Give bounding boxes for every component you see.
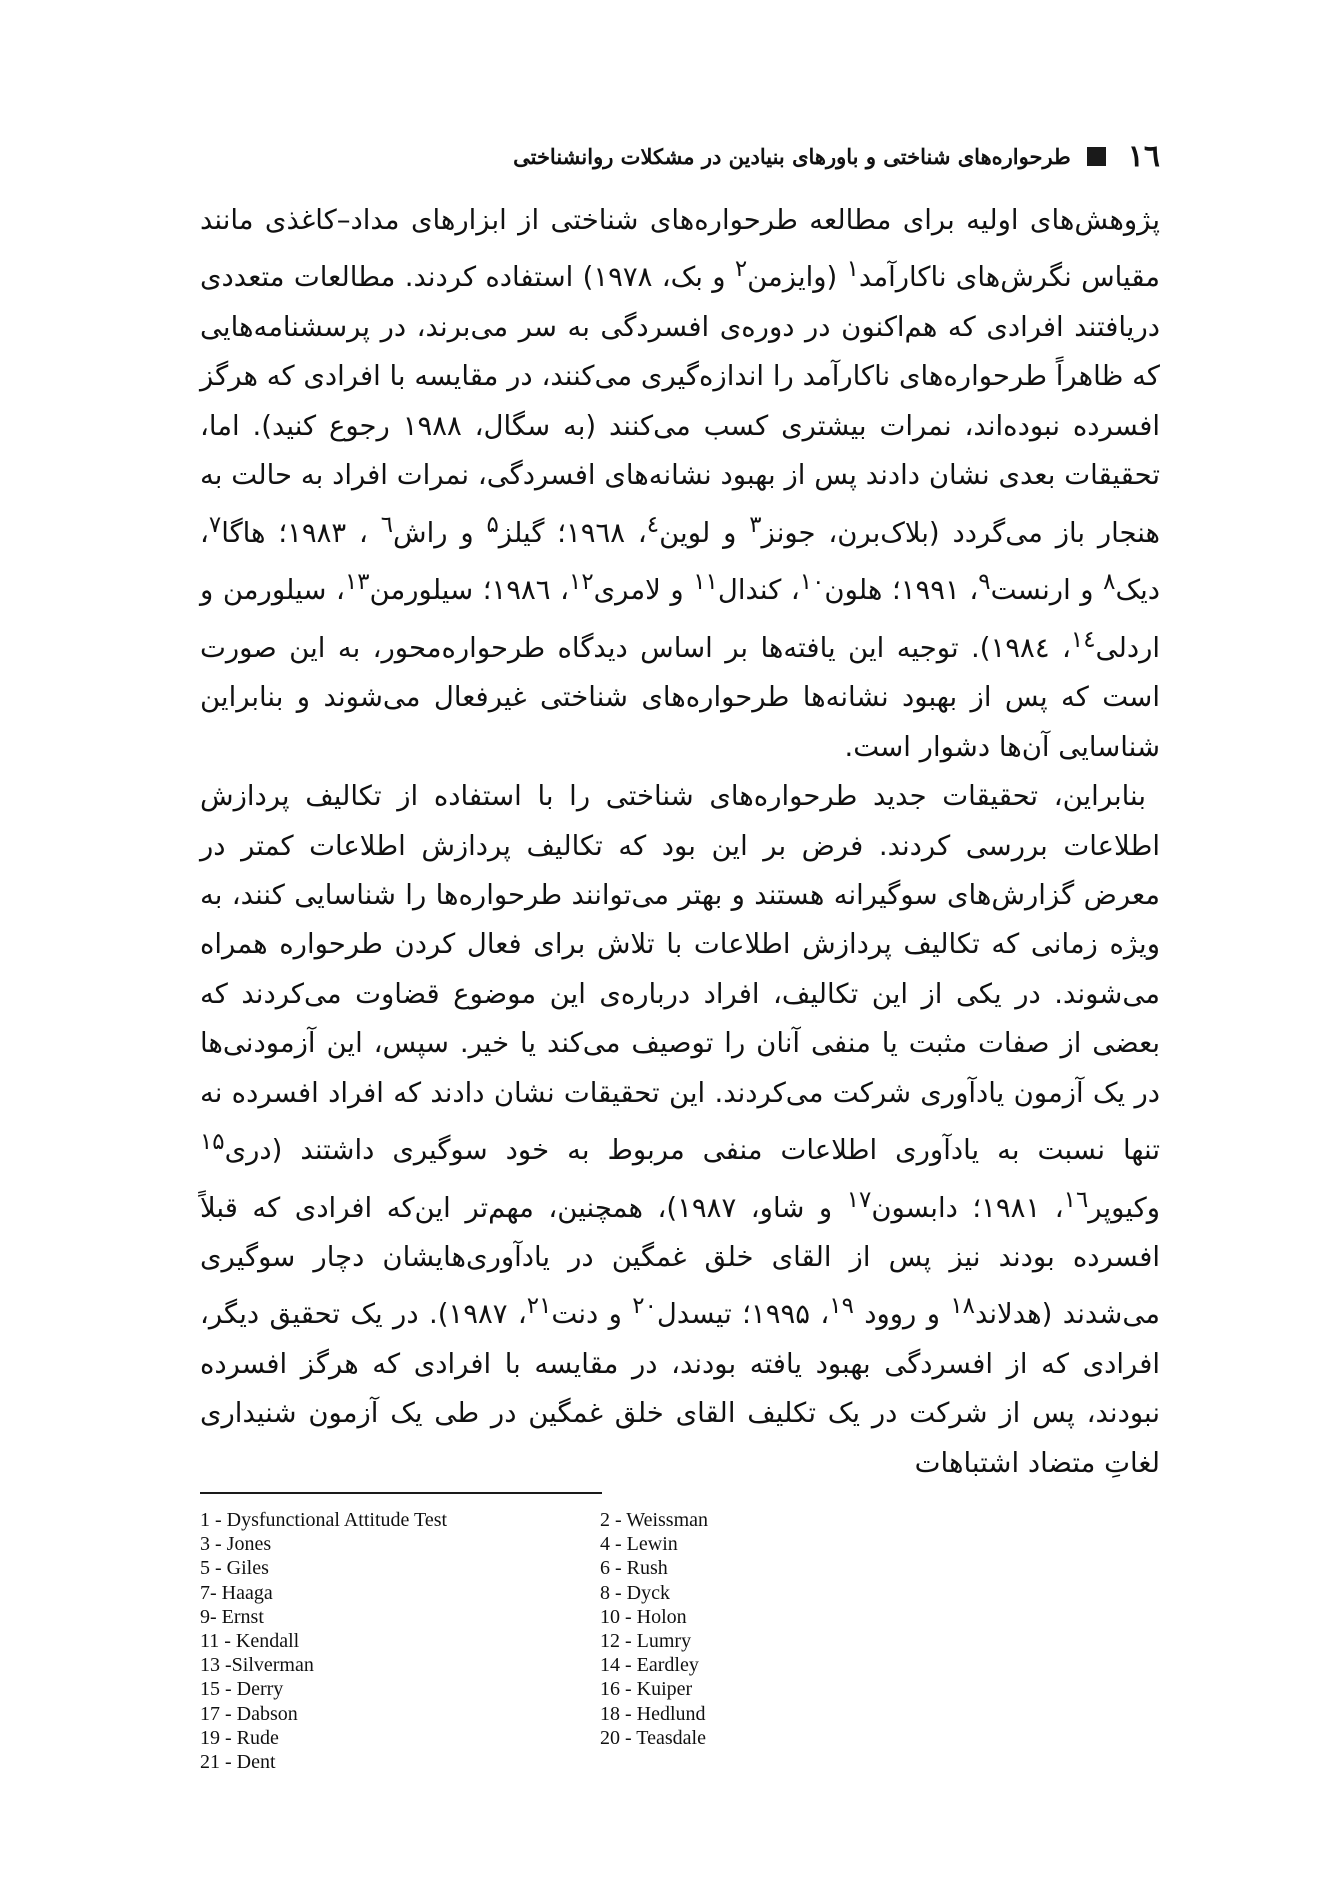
paragraph-2: بنابراین، تحقیقات جدید طرحواره‌های شناختی را با استفاده از تکالیف پردازش اطلاعات بررسی کردند. فرض بر این بود که تکالیف پردازش اطلاعات کمتر در معرض گزارش‌های سوگیرانه هستند و بهتر می‌توانند طرحواره‌ها را شناسایی کنند، به ویژه زمانی که تکالیف پردازش اطلاعات با تلاش برای فعال کردن طرحواره همراه می‌شوند. در یکی از این تکالیف، افراد درباره‌ی این موضوع قضاوت می‌کردند که بعضی از صفات مثبت یا منفی آنان را توصیف می‌کند یا خیر. سپس، این آزمودنی‌ها در یک آزمون یادآوری شرکت می‌کردند. این تحقیقات نشان دادند که افراد افسرده نه تنها نسبت به یادآوری اطلاعات منفی مربوط به خود سوگیری داشتند (دری$^{۱۵}$ وکیوپر$^{۱٦}$، ۱۹۸۱؛ دابسون$^{۱۷}$ و شاو، ۱۹۸۷)، همچنین، مهم‌تر این‌که افرادی که قبلاً افسرده بودند نیز پس از القای خلق غمگین در یادآوری‌هایشان دچار سوگیری می‌شدند (هدلاند$^{۱۸}$ و روود $^{۱۹}$، ۱۹۹۵؛ تیسدل$^{۲۰}$ و دنت$^{۲۱}$، ۱۹۸۷). در یک تحقیق دیگر، افرادی که از افسردگی بهبود یافته بودند، در مقایسه با افرادی که هرگز افسرده نبودند، پس از شرکت در یک تکلیف القای خلق غمگین در طی یک آزمون شنیداری لغاتِ متضاد اشتباهات (200, 780, 1160, 1479)
footnote-item: 19 - Rude (200, 1726, 279, 1749)
footnote-item: 14 - Eardley (600, 1654, 699, 1677)
page-number: ۱٦ (1127, 138, 1160, 174)
body-text (200, 196, 1160, 1488)
footnote-separator (200, 1492, 602, 1494)
footnote-item: 12 - Lumry (600, 1630, 692, 1653)
footnote-item: 7- Haaga (200, 1581, 273, 1604)
page-header (200, 136, 1160, 176)
footnote-item: 5 - Giles (200, 1557, 269, 1580)
footnote-item: 15 - Derry (200, 1678, 284, 1701)
square-bullet-icon (1087, 147, 1106, 166)
footnote-item: 20 - Teasdale (600, 1726, 706, 1749)
footnote-item: 8 - Dyck (600, 1581, 670, 1604)
footnote-item: 4 - Lewin (600, 1533, 678, 1556)
footnote-item: 17 - Dabson (200, 1702, 298, 1725)
footnote-item: 2 - Weissman (600, 1509, 709, 1531)
footnote-item: 16 - Kuiper (600, 1678, 693, 1701)
footnotes (200, 1508, 760, 1774)
footnote-item: 1 - Dysfunctional Attitude Test (200, 1509, 448, 1531)
footnote-item: 13 -Silverman (200, 1654, 314, 1677)
footnote-item: 9- Ernst (200, 1605, 264, 1628)
running-title: طرحواره‌های شناختی و باورهای بنیادین در مشکلات روانشناختی (513, 143, 1071, 169)
footnote-item: 10 - Holon (600, 1605, 687, 1628)
footnote-item: 21 - Dent (200, 1751, 276, 1774)
footnote-item: 3 - Jones (200, 1533, 272, 1556)
footnote-item: 11 - Kendall (200, 1630, 300, 1653)
footnote-item: 6 - Rush (600, 1557, 668, 1580)
footnote-item: 18 - Hedlund (600, 1702, 706, 1725)
paragraph-1: پژوهش‌های اولیه برای مطالعه طرحواره‌های شناختی از ابزارهای مداد–کاغذی مانند مقیاس نگرش‌های ناکارآمد$^۱$ (وایزمن$^۲$ و بک، ۱۹۷۸) استفاده کردند. مطالعات متعددی دریافتند افرادی که هم‌اکنون در دوره‌ی افسردگی به سر می‌برند، در پرسشنامه‌هایی که ظاهراً طرحواره‌های ناکارآمد را اندازه‌گیری می‌کنند، در مقایسه با افرادی که هرگز افسرده نبوده‌اند، نمرات بیشتری کسب می‌کنند (به سگال، ۱۹۸۸ رجوع کنید). اما، تحقیقات بعدی نشان دادند پس از بهبود نشانه‌های افسردگی، نمرات افراد به حالت به هنجار باز می‌گردد (بلاک‌برن، جونز$^۳$ و لوین$^٤$، ۱۹٦۸؛ گیلز$^۵$ و راش$^٦$ ، ۱۹۸۳؛ هاگا$^۷$، دیک$^۸$ و ارنست$^۹$، ۱۹۹۱؛ هلون$^{۱۰}$، کندال$^{۱۱}$ و لامری$^{۱۲}$، ۱۹۸٦؛ سیلورمن$^{۱۳}$، سیلورمن و اردلی$^{۱٤}$، ۱۹۸٤). توجیه این یافته‌ها بر اساس دیدگاه طرحواره‌محور، به این صورت است که پس از بهبود نشانه‌ها طرحواره‌های شناختی غیرفعال می‌شوند و بنابراین شناسایی آن‌ها دشوار است. (200, 204, 1161, 763)
